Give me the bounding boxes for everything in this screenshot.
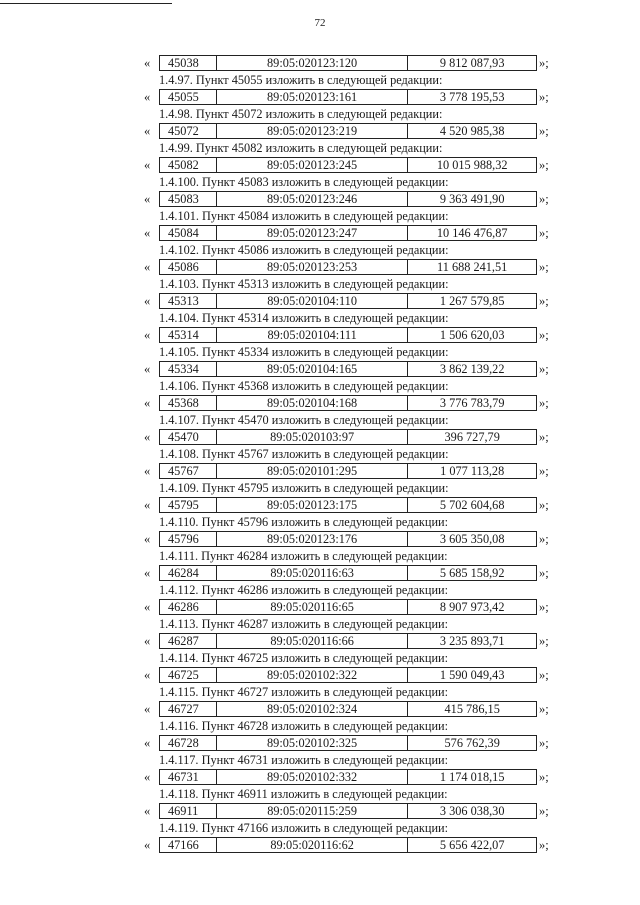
row-table [159, 599, 537, 615]
row-table [159, 191, 537, 207]
table-row [140, 701, 560, 718]
table-row [140, 259, 560, 276]
header-rule [0, 3, 172, 4]
cadastral-number-cell: 89:05:020103:97 [217, 430, 408, 444]
cadastral-number-cell: 89:05:020123:219 [217, 124, 408, 138]
opening-quote: « [144, 192, 151, 206]
plot-number-cell: 46731 [160, 770, 217, 784]
table-row [140, 327, 560, 344]
row-table [159, 327, 537, 343]
row-table [159, 259, 537, 275]
value-cell: 8 907 973,42 [439, 600, 505, 614]
amendment-heading: 1.4.97. Пункт 45055 изложить в следующей редакции: [159, 73, 443, 87]
cadastral-number-cell: 89:05:020104:168 [217, 396, 408, 410]
cadastral-number-cell: 89:05:020102:325 [217, 736, 408, 750]
row-table [159, 837, 537, 853]
value-cell: 1 590 049,43 [439, 668, 505, 682]
value-cell: 4 520 985,38 [439, 124, 505, 138]
row-table [159, 565, 537, 581]
value-cell: 9 812 087,93 [439, 56, 505, 70]
table-row [140, 191, 560, 208]
amendment-heading: 1.4.113. Пункт 46287 изложить в следующей редакции: [159, 617, 449, 631]
table-row [140, 667, 560, 684]
plot-number-cell: 45082 [160, 158, 217, 172]
opening-quote: « [144, 430, 151, 444]
cadastral-number-cell: 89:05:020123:175 [217, 498, 408, 512]
cadastral-number-cell: 89:05:020123:246 [217, 192, 408, 206]
row-table [159, 803, 537, 819]
opening-quote: « [144, 362, 151, 376]
closing-quote: »; [539, 702, 549, 716]
table-row [140, 429, 560, 446]
value-cell: 1 506 620,03 [439, 328, 505, 342]
amendment-heading: 1.4.117. Пункт 46731 изложить в следующей редакции: [159, 753, 449, 767]
amendment-list [140, 55, 560, 854]
amendment-heading: 1.4.119. Пункт 47166 изложить в следующей редакции: [159, 821, 449, 835]
closing-quote: »; [539, 90, 549, 104]
opening-quote: « [144, 124, 151, 138]
closing-quote: »; [539, 124, 549, 138]
table-row [140, 599, 560, 616]
value-cell: 5 656 422,07 [439, 838, 505, 852]
closing-quote: »; [539, 226, 549, 240]
opening-quote: « [144, 260, 151, 274]
cadastral-number-cell: 89:05:020102:324 [217, 702, 408, 716]
opening-quote: « [144, 736, 151, 750]
plot-number-cell: 47166 [160, 838, 217, 852]
amendment-heading: 1.4.116. Пункт 46728 изложить в следующей редакции: [159, 719, 449, 733]
cadastral-number-cell: 89:05:020123:247 [217, 226, 408, 240]
cadastral-number-cell: 89:05:020104:165 [217, 362, 408, 376]
plot-number-cell: 46911 [160, 804, 217, 818]
value-cell: 3 776 783,79 [439, 396, 505, 410]
opening-quote: « [144, 566, 151, 580]
plot-number-cell: 45313 [160, 294, 217, 308]
value-cell: 3 605 350,08 [439, 532, 505, 546]
closing-quote: »; [539, 566, 549, 580]
amendment-heading: 1.4.102. Пункт 45086 изложить в следующей редакции: [159, 243, 449, 257]
row-table [159, 701, 537, 717]
opening-quote: « [144, 396, 151, 410]
value-cell: 9 363 491,90 [439, 192, 505, 206]
opening-quote: « [144, 90, 151, 104]
cadastral-number-cell: 89:05:020104:111 [217, 328, 408, 342]
cadastral-number-cell: 89:05:020116:66 [217, 634, 408, 648]
value-cell: 576 762,39 [444, 736, 500, 750]
amendment-heading: 1.4.114. Пункт 46725 изложить в следующей редакции: [159, 651, 449, 665]
table-row [140, 395, 560, 412]
cadastral-number-cell: 89:05:020116:63 [217, 566, 408, 580]
row-table [159, 531, 537, 547]
opening-quote: « [144, 702, 151, 716]
plot-number-cell: 45767 [160, 464, 217, 478]
closing-quote: »; [539, 838, 549, 852]
closing-quote: »; [539, 430, 549, 444]
opening-quote: « [144, 498, 151, 512]
amendment-heading: 1.4.99. Пункт 45082 изложить в следующей редакции: [159, 141, 443, 155]
amendment-heading: 1.4.110. Пункт 45796 изложить в следующей редакции: [159, 515, 449, 529]
plot-number-cell: 45084 [160, 226, 217, 240]
value-cell: 1 267 579,85 [439, 294, 505, 308]
table-row [140, 531, 560, 548]
plot-number-cell: 46286 [160, 600, 217, 614]
amendment-heading: 1.4.105. Пункт 45334 изложить в следующей редакции: [159, 345, 449, 359]
table-row [140, 89, 560, 106]
plot-number-cell: 45072 [160, 124, 217, 138]
closing-quote: »; [539, 464, 549, 478]
amendment-heading: 1.4.118. Пункт 46911 изложить в следующей редакции: [159, 787, 448, 801]
closing-quote: »; [539, 668, 549, 682]
table-row [140, 497, 560, 514]
value-cell: 5 685 158,92 [439, 566, 505, 580]
table-row [140, 225, 560, 242]
plot-number-cell: 46728 [160, 736, 217, 750]
plot-number-cell: 45314 [160, 328, 217, 342]
closing-quote: »; [539, 260, 549, 274]
plot-number-cell: 46287 [160, 634, 217, 648]
row-table [159, 769, 537, 785]
value-cell: 3 306 038,30 [439, 804, 505, 818]
value-cell: 10 015 988,32 [436, 158, 508, 172]
row-table [159, 463, 537, 479]
amendment-heading: 1.4.103. Пункт 45313 изложить в следующей редакции: [159, 277, 449, 291]
plot-number-cell: 46727 [160, 702, 217, 716]
table-row [140, 293, 560, 310]
row-table [159, 361, 537, 377]
cadastral-number-cell: 89:05:020101:295 [217, 464, 408, 478]
cadastral-number-cell: 89:05:020115:259 [217, 804, 408, 818]
value-cell: 10 146 476,87 [436, 226, 508, 240]
amendment-heading: 1.4.107. Пункт 45470 изложить в следующей редакции: [159, 413, 449, 427]
amendment-heading: 1.4.108. Пункт 45767 изложить в следующей редакции: [159, 447, 449, 461]
cadastral-number-cell: 89:05:020102:322 [217, 668, 408, 682]
cadastral-number-cell: 89:05:020116:62 [217, 838, 408, 852]
opening-quote: « [144, 600, 151, 614]
row-table [159, 429, 537, 445]
opening-quote: « [144, 226, 151, 240]
plot-number-cell: 46725 [160, 668, 217, 682]
plot-number-cell: 45368 [160, 396, 217, 410]
amendment-heading: 1.4.101. Пункт 45084 изложить в следующей редакции: [159, 209, 449, 223]
value-cell: 3 235 893,71 [439, 634, 505, 648]
value-cell: 415 786,15 [444, 702, 500, 716]
plot-number-cell: 45795 [160, 498, 217, 512]
value-cell: 5 702 604,68 [439, 498, 505, 512]
closing-quote: »; [539, 396, 549, 410]
closing-quote: »; [539, 634, 549, 648]
plot-number-cell: 46284 [160, 566, 217, 580]
closing-quote: »; [539, 158, 549, 172]
closing-quote: »; [539, 328, 549, 342]
value-cell: 3 862 139,22 [439, 362, 505, 376]
opening-quote: « [144, 668, 151, 682]
plot-number-cell: 45470 [160, 430, 217, 444]
closing-quote: »; [539, 532, 549, 546]
row-table [159, 395, 537, 411]
closing-quote: »; [539, 294, 549, 308]
value-cell: 1 174 018,15 [439, 770, 505, 784]
table-row [140, 803, 560, 820]
value-cell: 11 688 241,51 [437, 260, 508, 274]
closing-quote: »; [539, 56, 549, 70]
opening-quote: « [144, 328, 151, 342]
closing-quote: »; [539, 770, 549, 784]
amendment-heading: 1.4.104. Пункт 45314 изложить в следующей редакции: [159, 311, 449, 325]
value-cell: 1 077 113,28 [440, 464, 505, 478]
table-row [140, 837, 560, 854]
opening-quote: « [144, 770, 151, 784]
opening-quote: « [144, 158, 151, 172]
amendment-heading: 1.4.106. Пункт 45368 изложить в следующей редакции: [159, 379, 449, 393]
row-table [159, 225, 537, 241]
cadastral-number-cell: 89:05:020116:65 [217, 600, 408, 614]
opening-quote: « [144, 294, 151, 308]
amendment-heading: 1.4.109. Пункт 45795 изложить в следующей редакции: [159, 481, 449, 495]
table-row [140, 361, 560, 378]
opening-quote: « [144, 464, 151, 478]
opening-quote: « [144, 634, 151, 648]
cadastral-number-cell: 89:05:020123:176 [217, 532, 408, 546]
plot-number-cell: 45086 [160, 260, 217, 274]
value-cell: 396 727,79 [444, 430, 500, 444]
plot-number-cell: 45055 [160, 90, 217, 104]
table-row [140, 565, 560, 582]
row-table [159, 667, 537, 683]
table-row [140, 157, 560, 174]
plot-number-cell: 45796 [160, 532, 217, 546]
cadastral-number-cell: 89:05:020123:161 [217, 90, 408, 104]
opening-quote: « [144, 804, 151, 818]
cadastral-number-cell: 89:05:020104:110 [217, 294, 408, 308]
row-table [159, 633, 537, 649]
row-table [159, 89, 537, 105]
closing-quote: »; [539, 600, 549, 614]
row-table [159, 293, 537, 309]
row-table [159, 735, 537, 751]
cadastral-number-cell: 89:05:020123:120 [217, 56, 408, 70]
closing-quote: »; [539, 736, 549, 750]
amendment-heading: 1.4.112. Пункт 46286 изложить в следующей редакции: [159, 583, 449, 597]
row-table [159, 123, 537, 139]
closing-quote: »; [539, 362, 549, 376]
opening-quote: « [144, 532, 151, 546]
row-table [159, 157, 537, 173]
plot-number-cell: 45083 [160, 192, 217, 206]
cadastral-number-cell: 89:05:020123:253 [217, 260, 408, 274]
table-row [140, 633, 560, 650]
amendment-heading: 1.4.115. Пункт 46727 изложить в следующей редакции: [159, 685, 449, 699]
cadastral-number-cell: 89:05:020102:332 [217, 770, 408, 784]
cadastral-number-cell: 89:05:020123:245 [217, 158, 408, 172]
table-row [140, 769, 560, 786]
value-cell: 3 778 195,53 [439, 90, 505, 104]
closing-quote: »; [539, 498, 549, 512]
amendment-heading: 1.4.111. Пункт 46284 изложить в следующей редакции: [159, 549, 448, 563]
row-table [159, 55, 537, 71]
table-row [140, 463, 560, 480]
table-row [140, 55, 560, 72]
closing-quote: »; [539, 804, 549, 818]
row-table [159, 497, 537, 513]
plot-number-cell: 45038 [160, 56, 217, 70]
amendment-heading: 1.4.100. Пункт 45083 изложить в следующей редакции: [159, 175, 449, 189]
opening-quote: « [144, 838, 151, 852]
page-number: 72 [314, 17, 326, 29]
opening-quote: « [144, 56, 151, 70]
amendment-heading: 1.4.98. Пункт 45072 изложить в следующей редакции: [159, 107, 443, 121]
closing-quote: »; [539, 192, 549, 206]
plot-number-cell: 45334 [160, 362, 217, 376]
table-row [140, 735, 560, 752]
table-row [140, 123, 560, 140]
